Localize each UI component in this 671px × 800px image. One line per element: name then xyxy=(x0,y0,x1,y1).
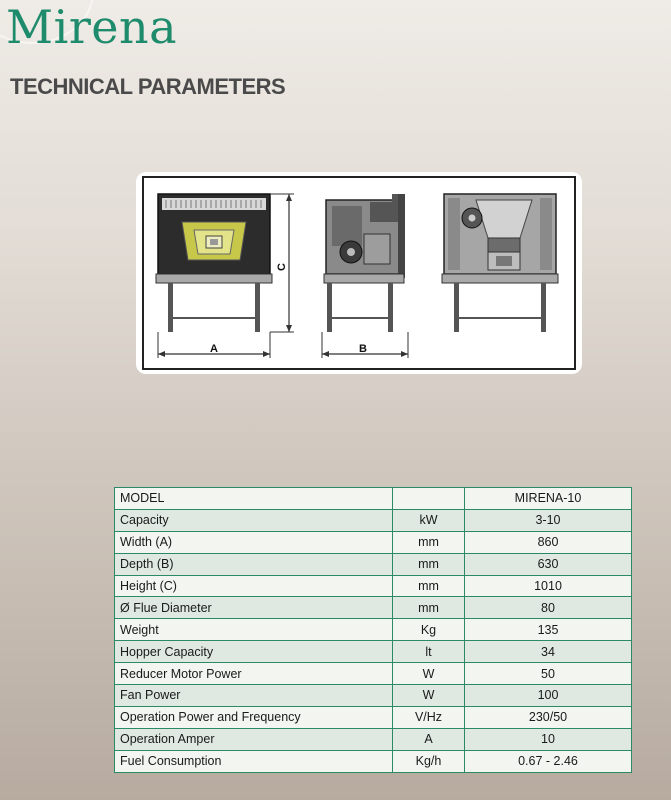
param-unit: W xyxy=(393,685,465,707)
technical-drawing xyxy=(136,172,582,374)
param-unit: mm xyxy=(393,575,465,597)
table-row xyxy=(115,750,632,772)
page-subtitle: TECHNICAL PARAMETERS xyxy=(10,74,286,99)
param-value: 230/50 xyxy=(465,706,632,728)
param-unit: mm xyxy=(393,553,465,575)
param-label: Operation Amper xyxy=(115,728,393,750)
param-value: 50 xyxy=(465,663,632,685)
technical-parameters-table xyxy=(114,487,632,773)
header-model-label: MODEL xyxy=(115,488,393,510)
param-label: Ø Flue Diameter xyxy=(115,597,393,619)
param-unit: mm xyxy=(393,597,465,619)
table-header-row xyxy=(115,488,632,510)
param-unit: kW xyxy=(393,509,465,531)
param-value: 3-10 xyxy=(465,509,632,531)
param-label: Fan Power xyxy=(115,685,393,707)
param-label: Weight xyxy=(115,619,393,641)
param-label: Hopper Capacity xyxy=(115,641,393,663)
table-row xyxy=(115,619,632,641)
table-row xyxy=(115,575,632,597)
param-value: 0.67 - 2.46 xyxy=(465,750,632,772)
param-unit: W xyxy=(393,663,465,685)
brand-title: Mirena xyxy=(6,0,178,54)
param-label: Height (C) xyxy=(115,575,393,597)
param-value: 10 xyxy=(465,728,632,750)
param-unit: lt xyxy=(393,641,465,663)
param-label: Fuel Consumption xyxy=(115,750,393,772)
param-value: 1010 xyxy=(465,575,632,597)
dimension-label-a: A xyxy=(210,343,218,355)
param-unit: V/Hz xyxy=(393,706,465,728)
param-label: Capacity xyxy=(115,509,393,531)
param-unit: Kg/h xyxy=(393,750,465,772)
header-model-value: MIRENA-10 xyxy=(465,488,632,510)
param-value: 135 xyxy=(465,619,632,641)
dimension-label-b: B xyxy=(359,343,367,355)
technical-drawing-card xyxy=(136,172,582,374)
table-row xyxy=(115,553,632,575)
rear-view xyxy=(442,194,558,332)
table-row xyxy=(115,685,632,707)
param-unit: Kg xyxy=(393,619,465,641)
table-row xyxy=(115,641,632,663)
dimension-label-c: C xyxy=(276,263,288,271)
table-row xyxy=(115,597,632,619)
param-label: Depth (B) xyxy=(115,553,393,575)
param-value: 860 xyxy=(465,531,632,553)
side-view xyxy=(322,194,408,358)
table-row xyxy=(115,509,632,531)
param-value: 630 xyxy=(465,553,632,575)
param-value: 100 xyxy=(465,685,632,707)
param-label: Reducer Motor Power xyxy=(115,663,393,685)
param-unit: A xyxy=(393,728,465,750)
table-row xyxy=(115,706,632,728)
table-row xyxy=(115,663,632,685)
param-unit: mm xyxy=(393,531,465,553)
param-label: Width (A) xyxy=(115,531,393,553)
table-row xyxy=(115,531,632,553)
param-value: 34 xyxy=(465,641,632,663)
front-view xyxy=(156,194,294,358)
param-value: 80 xyxy=(465,597,632,619)
table-row xyxy=(115,728,632,750)
header-unit-cell xyxy=(393,488,465,510)
param-label: Operation Power and Frequency xyxy=(115,706,393,728)
